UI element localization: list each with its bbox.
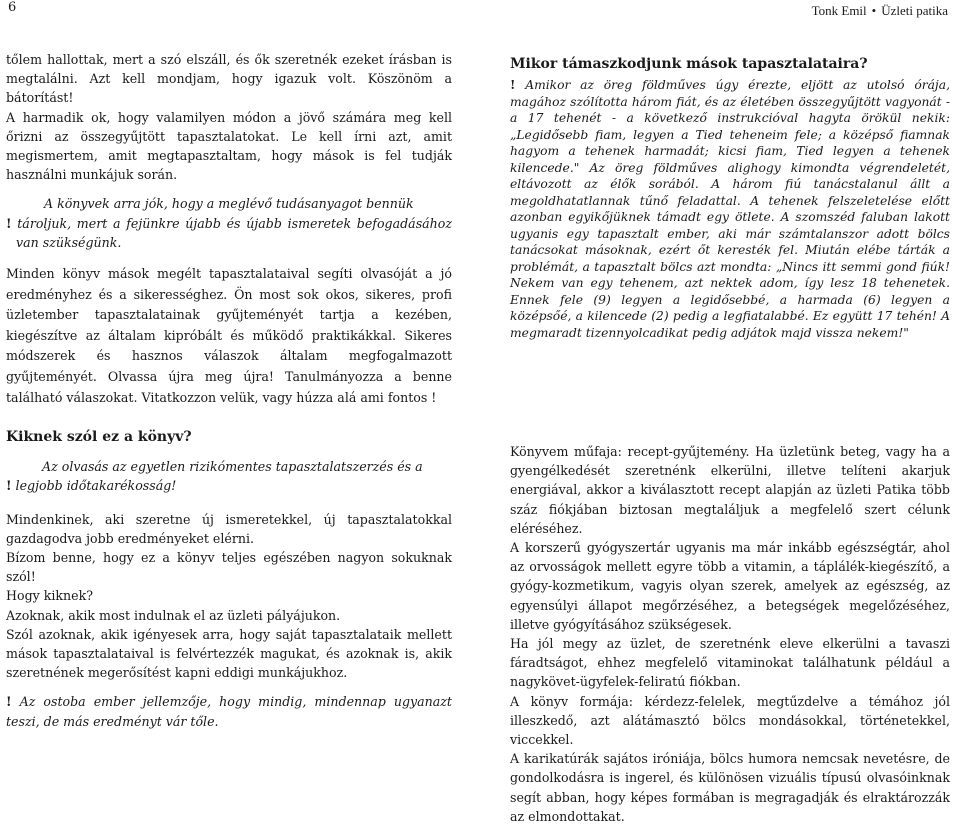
quote-line xyxy=(6,214,452,252)
quote-text: Az ostoba ember jellemzője, hogy mindig, mindennap ugyanazt teszi, de más eredményt vár tőle. xyxy=(6,694,452,729)
story-text xyxy=(510,77,950,341)
quote-text: legjobb időtakarékosság! xyxy=(15,478,177,494)
paragraph: Könyvem műfaja: recept-gyűjtemény. Ha üzletünk beteg, vagy ha a gyengélkedését szeretnénk elkerülni, illetve telíteni akarjuk energiával, akkor a kiválasztott recept alapján az üzleti Patika több száz fiókjában biztosan megtaláljuk a megfelelő szert célunk eléréséhez. xyxy=(510,444,950,536)
paragraph: A korszerű gyógyszertár ugyanis ma már inkább egészségtár, ahol az orvosságok mellett egyre több a vitamin, a táplálék-kiegészítő, a gyógy-kozmetikum, vagyis olyan szerek, amelyek az egészség, az egyensúlyi állapot megőrzéséhez, a betegségek megelőzéséhez, illetve gyógyításához szükségesek. xyxy=(510,540,950,632)
paragraph: Minden könyv mások megélt tapasztalataival segíti olvasóját a jó eredményhez és a sikerességhez. Ön most sok okos, sikeres, profi üzletember tapasztalatainak gyűjteményét tartja a kezében, kiegészítve az általam kipróbált és működő praktikákkal. Sikeres módszerek és hasznos válaszok általam megfogalmazott gyűjteményét. Olvassa újra meg újra! Tanulmányozza a benne található válaszokat. Vitatkozzon velük, vagy húzza alá ami fontos ! xyxy=(6,266,452,405)
page-number: 6 xyxy=(8,0,17,15)
paragraph: Hogy kiknek? xyxy=(6,588,93,604)
quote-line xyxy=(6,692,452,730)
exclamation-icon: ! xyxy=(6,694,12,710)
book-title: Üzleti patika xyxy=(881,3,948,18)
paragraph: tőlem hallottak, mert a szó elszáll, és ők szeretnék ezeket írásban is megtalálni. Azt kell mondjam, hogy igazuk volt. Köszönöm a bátorítást! xyxy=(6,52,452,106)
paragraph: Ha jól megy az üzlet, de szeretnénk eleve elkerülni a tavaszi fáradtságot, ehhez megfelelő vitaminokat találhatunk például a nagykövet-ügyfelek-feliratú fiókban. xyxy=(510,636,950,690)
story-column xyxy=(510,55,950,341)
quote-line xyxy=(6,476,452,495)
section-heading: Kiknek szól ez a könyv? xyxy=(6,429,192,445)
running-header xyxy=(812,3,948,19)
section-heading: Mikor támaszkodjunk mások tapasztalataira? xyxy=(510,56,868,72)
audience-column xyxy=(6,428,452,731)
header-separator: • xyxy=(871,3,877,18)
quote-text: tároljuk, mert a fejünkre újabb és újabb ismeretek befogadásához van szükségünk. xyxy=(16,215,452,250)
paragraph: Azoknak, akik most indulnak el az üzleti pályájukon. xyxy=(6,607,341,623)
story-body: Amikor az öreg földműves úgy érezte, eljött az utolsó órája, magához szólította három fiát, és az életében összegyűjtött vagyonát - a 17 tehenét - a következő instrukcióval hagyta örökül nekik: „Legidősebb fiam, legyen a Tied teheneim fele; a középső fiamnak hagyom a tehenek harmadát; kicsi fiam, Tied legyen a tehenek kilencede." Az öreg földműves alighogy kimondta végrendeletét, eltávozott az élők sorából. A három fiú tanácstalanul állt a megoldhatatlannak tűnő feladattal. A tehenek felszeletelése előtt azonban egyikőjüknek támadt egy ötlete. A szomszéd faluban lakott ugyanis egy tapasztalt ember, aki már számtalanszor adott bölcs tanácsokat másoknak, ezért őt keresték fel. Miután elébe tárták a problémát, a tapasztalt bölcs azt mondta: „Nincs itt semmi gond fiúk! Nekem van egy tehenem, azt nektek adom, így lesz 18 tehenetek. Ennek fele (9) legyen a legidősebbé, a harmada (6) legyen a középsőé, a kilencede (2) pedig a legfiatalabbé. Ez együtt 17 tehén! A megmaradt tizennyolcadikat pedig adjátok majd vissza nekem!" xyxy=(510,78,950,340)
exclamation-icon: ! xyxy=(6,478,12,494)
author-name: Tonk Emil xyxy=(811,3,867,18)
paragraph: Mindenkinek, aki szeretne új ismeretekkel, új tapasztalatokkal gazdagodva jobb eredményeket elérni. xyxy=(6,511,452,546)
intro-column xyxy=(6,50,452,408)
quote-line: Az olvasás az egyetlen rizikómentes tapasztalatszerzés és a xyxy=(42,459,423,475)
paragraph: A harmadik ok, hogy valamilyen módon a jövő számára meg kell őrizni az összegyűjtött tapasztalatokat. Le kell írni azt, amit megismertem, amit megtapasztaltam, hogy mások is fel tudják használni munkájuk során. xyxy=(6,109,452,183)
quote-line: A könyvek arra jók, hogy a meglévő tudásanyagot bennük xyxy=(44,196,414,212)
exclamation-icon: ! xyxy=(6,215,12,231)
paragraph: A könyv formája: kérdezz-felelek, megtűzdelve a témához jól illeszkedő, azt alátámasztó bölcs mondásokkal, történetekkel, viccekkel. xyxy=(510,693,950,748)
exclamation-icon: ! xyxy=(510,77,516,93)
paragraph: Bízom benne, hogy ez a könyv teljes egészében nagyon sokuknak szól! xyxy=(6,550,452,585)
paragraph: A karikatúrák sajátos iróniája, bölcs humora nemcsak nevetésre, de gondolkodásra is ingerel, és különösen vizuális típusú olvasóinknak segít abban, hogy képes formában is megragadják és elraktározzák az elmondottakat. xyxy=(510,751,950,824)
genre-column xyxy=(510,442,950,826)
paragraph: Szól azoknak, akik igényesek arra, hogy saját tapasztalataik mellett mások tapasztalataival is felvértezzék magukat, és azoknak is, akik szeretnének megerősítést kapni eddigi munkájukhoz. xyxy=(6,626,452,681)
